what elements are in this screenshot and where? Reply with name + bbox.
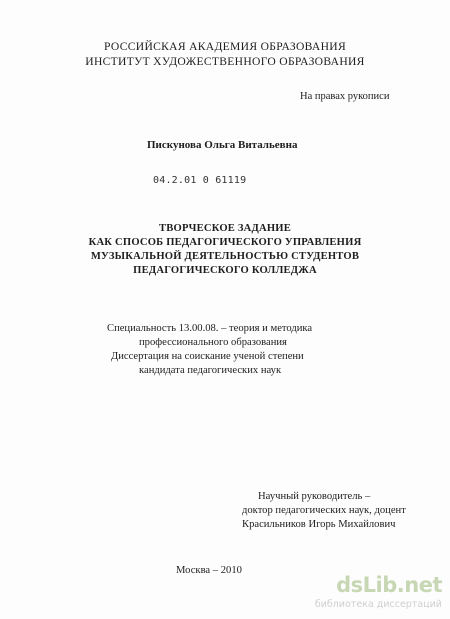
watermark-subtitle: библиотека диссертаций [314,599,442,610]
author-name: Пискунова Ольга Витальевна [147,139,298,151]
city-year: Москва – 2010 [176,565,242,576]
supervisor-line: доктор педагогических наук, доцент [242,505,406,516]
dslib-watermark [314,573,448,617]
registration-number: 04.2.01 0 61119 [153,175,247,186]
title-line: МУЗЫКАЛЬНОЙ ДЕЯТЕЛЬНОСТЬЮ СТУДЕНТОВ [90,251,360,262]
supervisor-line: Научный руководитель – [258,491,371,502]
specialty-line: кандидата педагогических наук [139,365,282,376]
supervisor-line: Красильников Игорь Михайлович [242,519,396,530]
manuscript-note: На правах рукописи [300,91,390,102]
institute-name: ИНСТИТУТ ХУДОЖЕСТВЕННОГО ОБРАЗОВАНИЯ [85,55,365,68]
title-line: КАК СПОСОБ ПЕДАГОГИЧЕСКОГО УПРАВЛЕНИЯ [88,237,362,248]
title-line: ПЕДАГОГИЧЕСКОГО КОЛЛЕДЖА [133,265,317,276]
specialty-line: профессионального образования [139,337,287,348]
watermark-logo: dsLib.net [336,573,442,597]
specialty-line: Диссертация на соискание ученой степени [111,351,304,362]
academy-name: РОССИЙСКАЯ АКАДЕМИЯ ОБРАЗОВАНИЯ [104,40,346,53]
specialty-line: Специальность 13.00.08. – теория и методика [107,323,313,334]
title-line: ТВОРЧЕСКОЕ ЗАДАНИЕ [158,223,292,234]
